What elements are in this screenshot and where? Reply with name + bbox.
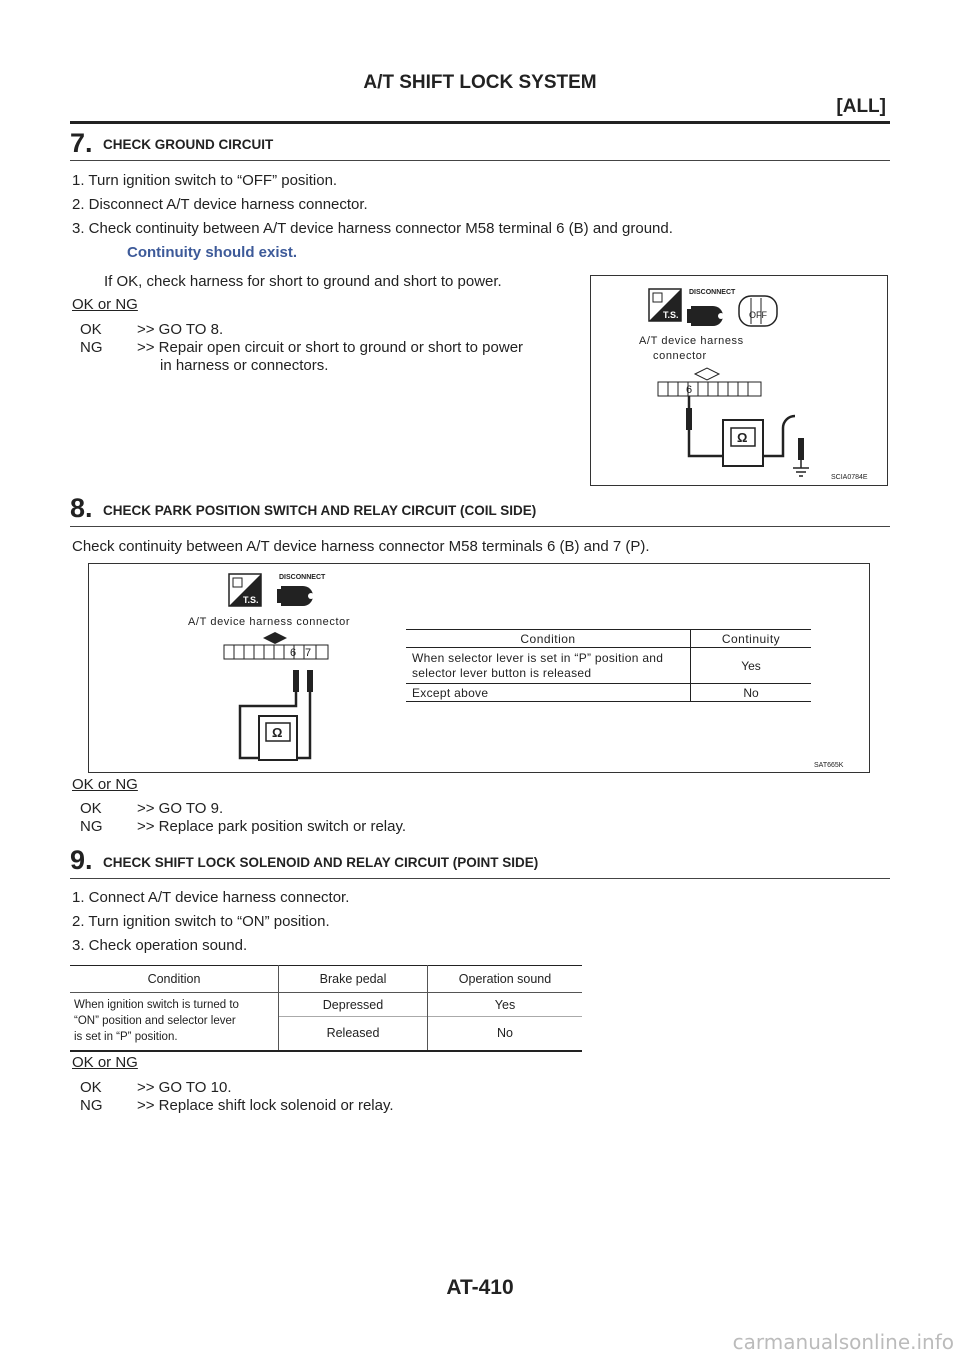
step-9-title: CHECK SHIFT LOCK SOLENOID AND RELAY CIRCUIT (POINT SIDE) <box>103 855 539 870</box>
row-1-condition-line-1: When selector lever is set in “P” position and <box>412 650 664 665</box>
ohmmeter-probe-circuit <box>240 670 313 760</box>
ohmmeter-probe-circuit <box>686 396 809 476</box>
step-7-ng-text: >> Repair open circuit or short to ground or short to power <box>137 339 524 356</box>
row-2-condition: Except above <box>406 684 691 702</box>
step-7-ng-text-2: in harness or connectors. <box>160 357 329 374</box>
ts-icon <box>229 574 261 606</box>
header-condition: Condition <box>406 630 691 648</box>
step-9-item-1: 1. Connect A/T device harness connector. <box>72 889 350 906</box>
step-7-note: If OK, check harness for short to ground and short to power. <box>104 273 502 290</box>
step-7-item-1: 1. Turn ignition switch to “OFF” position. <box>72 172 338 189</box>
continuity-table <box>406 629 811 702</box>
step-7-item-2: 2. Disconnect A/T device harness connector. <box>72 196 368 213</box>
disconnect-label: DISCONNECT <box>689 289 736 296</box>
figure-code: SAT665K <box>814 762 844 769</box>
ground-circuit-diagram <box>591 276 887 485</box>
off-label: OFF <box>749 310 767 320</box>
disconnect-label: DISCONNECT <box>279 574 326 581</box>
header-operation-sound: Operation sound <box>458 972 552 986</box>
row-2-continuity: No <box>743 685 759 700</box>
table-row <box>406 684 811 702</box>
step-9-item-3: 3. Check operation sound. <box>72 937 248 954</box>
step-9-item-2: 2. Turn ignition switch to “ON” position. <box>72 913 330 930</box>
connector-label: A/T device harness connector <box>188 616 351 628</box>
row-2-pedal: Released <box>279 1017 428 1051</box>
figure-code: SCIA0784E <box>831 474 868 481</box>
table-row <box>70 993 582 1017</box>
step-7-figure <box>590 275 888 486</box>
step-8-rule <box>70 526 890 527</box>
ts-label: T.S. <box>243 595 259 605</box>
condition-line-2: “ON” position and selector lever <box>74 1015 236 1028</box>
step-8-body: Check continuity between A/T device harness connector M58 terminals 6 (B) and 7 (P). <box>72 538 650 555</box>
step-9-ok-ng: OK or NG <box>72 1054 138 1071</box>
condition-line-1: When ignition switch is turned to <box>74 999 239 1012</box>
step-8-title: CHECK PARK POSITION SWITCH AND RELAY CIRCUIT (COIL SIDE) <box>103 503 537 518</box>
operation-condition <box>70 993 279 1051</box>
header-brake-pedal: Brake pedal <box>279 966 428 993</box>
page-number: AT-410 <box>446 1276 514 1299</box>
row-2-sound: No <box>497 1026 513 1041</box>
header-rule <box>70 121 890 124</box>
connector-label-2: connector <box>653 350 707 362</box>
operation-table-header <box>70 966 582 993</box>
step-7-rule <box>70 160 890 161</box>
row-1-sound: Yes <box>494 997 516 1012</box>
step-9-number: 9. <box>70 845 93 875</box>
step-9-ng-label: NG <box>80 1097 103 1114</box>
connector-icon <box>277 586 314 606</box>
step-7-ok-label: OK <box>80 321 102 338</box>
operation-sound-table <box>70 965 582 1052</box>
ts-label: T.S. <box>663 310 679 320</box>
header-continuity: Continuity <box>721 631 781 646</box>
ohm-symbol: Ω <box>272 725 283 740</box>
step-8-ok-ng: OK or NG <box>72 776 138 793</box>
step-8-ng-text: >> Replace park position switch or relay. <box>137 818 407 835</box>
header-condition: Condition <box>70 966 279 993</box>
step-7-number: 7. <box>70 128 93 158</box>
ohm-symbol: Ω <box>737 430 748 445</box>
step-8-figure <box>88 563 870 773</box>
step-7-ng-label: NG <box>80 339 103 356</box>
step-7-ok-ng: OK or NG <box>72 296 138 313</box>
row-1-condition-line-2: selector lever button is released <box>412 665 592 680</box>
harness-connector <box>658 368 761 396</box>
watermark: carmanualsonline.info <box>732 1330 954 1354</box>
step-9-ok-label: OK <box>80 1079 102 1096</box>
connector-label-1: A/T device harness <box>639 335 744 347</box>
step-7-ok-text: >> GO TO 8. <box>137 321 224 338</box>
section-label: [ALL] <box>836 96 886 117</box>
step-7-spec: Continuity should exist. <box>127 244 298 261</box>
table-row <box>406 648 811 684</box>
page-title: A/T SHIFT LOCK SYSTEM <box>363 72 597 93</box>
terminal-7-label: 7 <box>305 647 312 659</box>
row-1-continuity: Yes <box>741 658 761 673</box>
step-8-ng-label: NG <box>80 818 103 835</box>
step-8-number: 8. <box>70 493 93 523</box>
step-7-item-3: 3. Check continuity between A/T device harness connector M58 terminal 6 (B) and ground. <box>72 220 673 237</box>
ts-icon <box>649 289 681 321</box>
step-7-title: CHECK GROUND CIRCUIT <box>103 137 274 152</box>
row-1-pedal: Depressed <box>279 993 428 1017</box>
continuity-table-header <box>406 630 811 648</box>
terminal-6-label: 6 <box>686 384 693 396</box>
harness-connector <box>224 632 328 659</box>
ignition-off-icon <box>739 296 777 326</box>
step-9-ok-text: >> GO TO 10. <box>137 1079 232 1096</box>
step-9-rule <box>70 878 890 879</box>
terminal-6-label: 6 <box>290 647 297 659</box>
step-8-ok-text: >> GO TO 9. <box>137 800 224 817</box>
step-8-ok-label: OK <box>80 800 102 817</box>
step-9-ng-text: >> Replace shift lock solenoid or relay. <box>137 1097 394 1114</box>
condition-line-3: is set in “P” position. <box>74 1031 178 1044</box>
connector-icon <box>687 306 724 326</box>
